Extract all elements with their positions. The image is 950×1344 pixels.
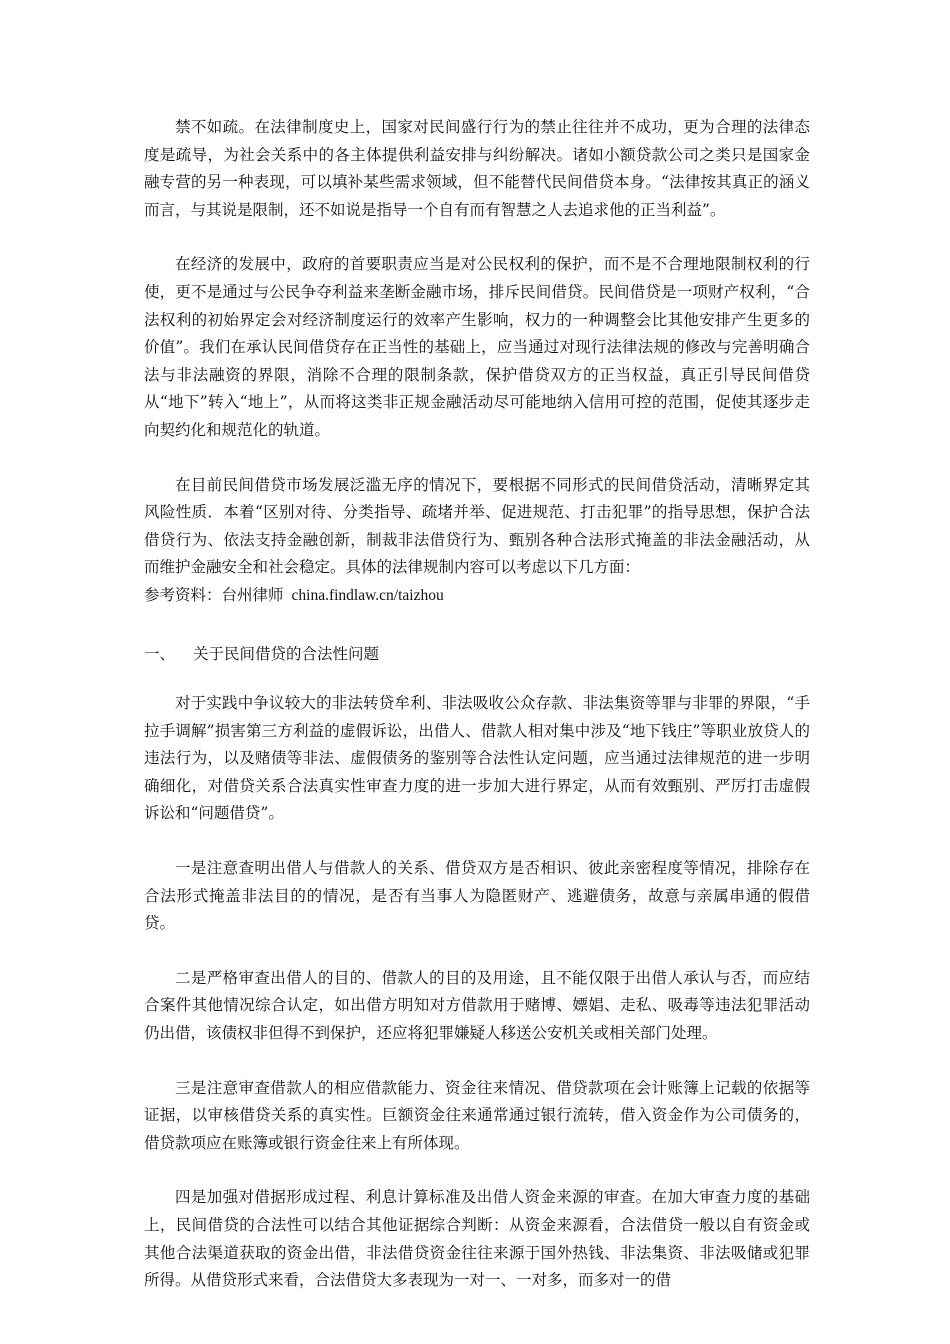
section-heading xyxy=(144,641,810,669)
section-number: 一、 xyxy=(144,644,176,663)
paragraph-1: 禁不如疏。在法律制度史上，国家对民间盛行行为的禁止往往并不成功，更为合理的法律态度是疏导，为社会关系中的各主体提供利益安排与纠纷解决。诸如小额贷款公司之类只是国家金融专营的另一种表现，可以填补某些需求领域，但不能替代民间借贷本身。“法律按其真正的涵义而言，与其说是限制，还不如说是指导一个自有而有智慧之人去追求他的正当利益”。 xyxy=(144,118,810,219)
paragraph-8: 四是加强对借据形成过程、利息计算标准及出借人资金来源的审查。在加大审查力度的基础上，民间借贷的合法性可以结合其他证据综合判断：从资金来源看，合法借贷一般以自有资金或其他合法渠道获取的资金出借，非法借贷资金往往来源于国外热钱、非法集资、非法吸储或犯罪所得。从借贷形式来看，合法借贷大多表现为一对一、一对多，而多对一的借 xyxy=(144,1188,810,1290)
reference-url: china.findlaw.cn/taizhou xyxy=(291,586,444,604)
paragraph-5: 一是注意查明出借人与借款人的关系、借贷双方是否相识、彼此亲密程度等情况，排除存在合法形式掩盖非法目的的情况，是否有当事人为隐匿财产、逃避债务，故意与亲属串通的假借贷。 xyxy=(144,859,810,933)
paragraph-2: 在经济的发展中，政府的首要职责应当是对公民权利的保护，而不是不合理地限制权利的行使，更不是通过与公民争夺利益来垄断金融市场，排斥民间借贷。民间借贷是一项财产权利，“合法权利的初始界定会对经济制度运行的效率产生影响，权力的一种调整会比其他安排产生更多的价值”。我们在承认民间借贷存在正当性的基础上，应当通过对现行法律法规的修改与完善明确合法与非法融资的界限，消除不合理的限制条款，保护借贷双方的正当权益，真正引导民间借贷从“地下”转入“地上”，从而将这类非正规金融活动尽可能地纳入信用可控的范围，促使其逐步走向契约化和规范化的轨道。 xyxy=(144,255,810,439)
reference-line xyxy=(144,582,810,610)
paragraph-4: 对于实践中争议较大的非法转贷牟利、非法吸收公众存款、非法集资等罪与非罪的界限，“手拉手调解”损害第三方利益的虚假诉讼，出借人、借款人相对集中涉及“地下钱庄”等职业放贷人的违法行为，以及赌债等非法、虚假债务的鉴别等合法性认定问题，应当通过法律规范的进一步明确细化，对借贷关系合法真实性审查力度的进一步加大进行界定，从而有效甄别、严厉打击虚假诉讼和“问题借贷”。 xyxy=(144,694,810,823)
paragraph-7: 三是注意审查借款人的相应借款能力、资金往来情况、借贷款项在会计账簿上记载的依据等证据，以审核借贷关系的真实性。巨额资金往来通常通过银行流转，借入资金作为公司债务的，借贷款项应在账簿或银行资金往来上有所体现。 xyxy=(144,1078,810,1152)
section-title: 关于民间借贷的合法性问题 xyxy=(193,644,380,663)
paragraph-6: 二是严格审查出借人的目的、借款人的目的及用途，且不能仅限于出借人承认与否，而应结合案件其他情况综合认定，如出借方明知对方借款用于赌博、嫖娼、走私、吸毒等违法犯罪活动仍出借，该债权非但得不到保护，还应将犯罪嫌疑人移送公安机关或相关部门处理。 xyxy=(144,968,810,1043)
document-page xyxy=(144,114,810,1322)
paragraph-3: 在目前民间借贷市场发展泛滥无序的情况下，要根据不同形式的民间借贷活动，清晰界定其风险性质．本着“区别对待、分类指导、疏堵并举、促进规范、打击犯罪”的指导思想，保护合法借贷行为、依法支持金融创新，制裁非法借贷行为、甄别各种合法形式掩盖的非法金融活动，从而维护金融安全和社会稳定。具体的法律规制内容可以考虑以下几方面： xyxy=(144,475,810,577)
reference-label: 参考资料：台州律师 xyxy=(144,585,284,604)
